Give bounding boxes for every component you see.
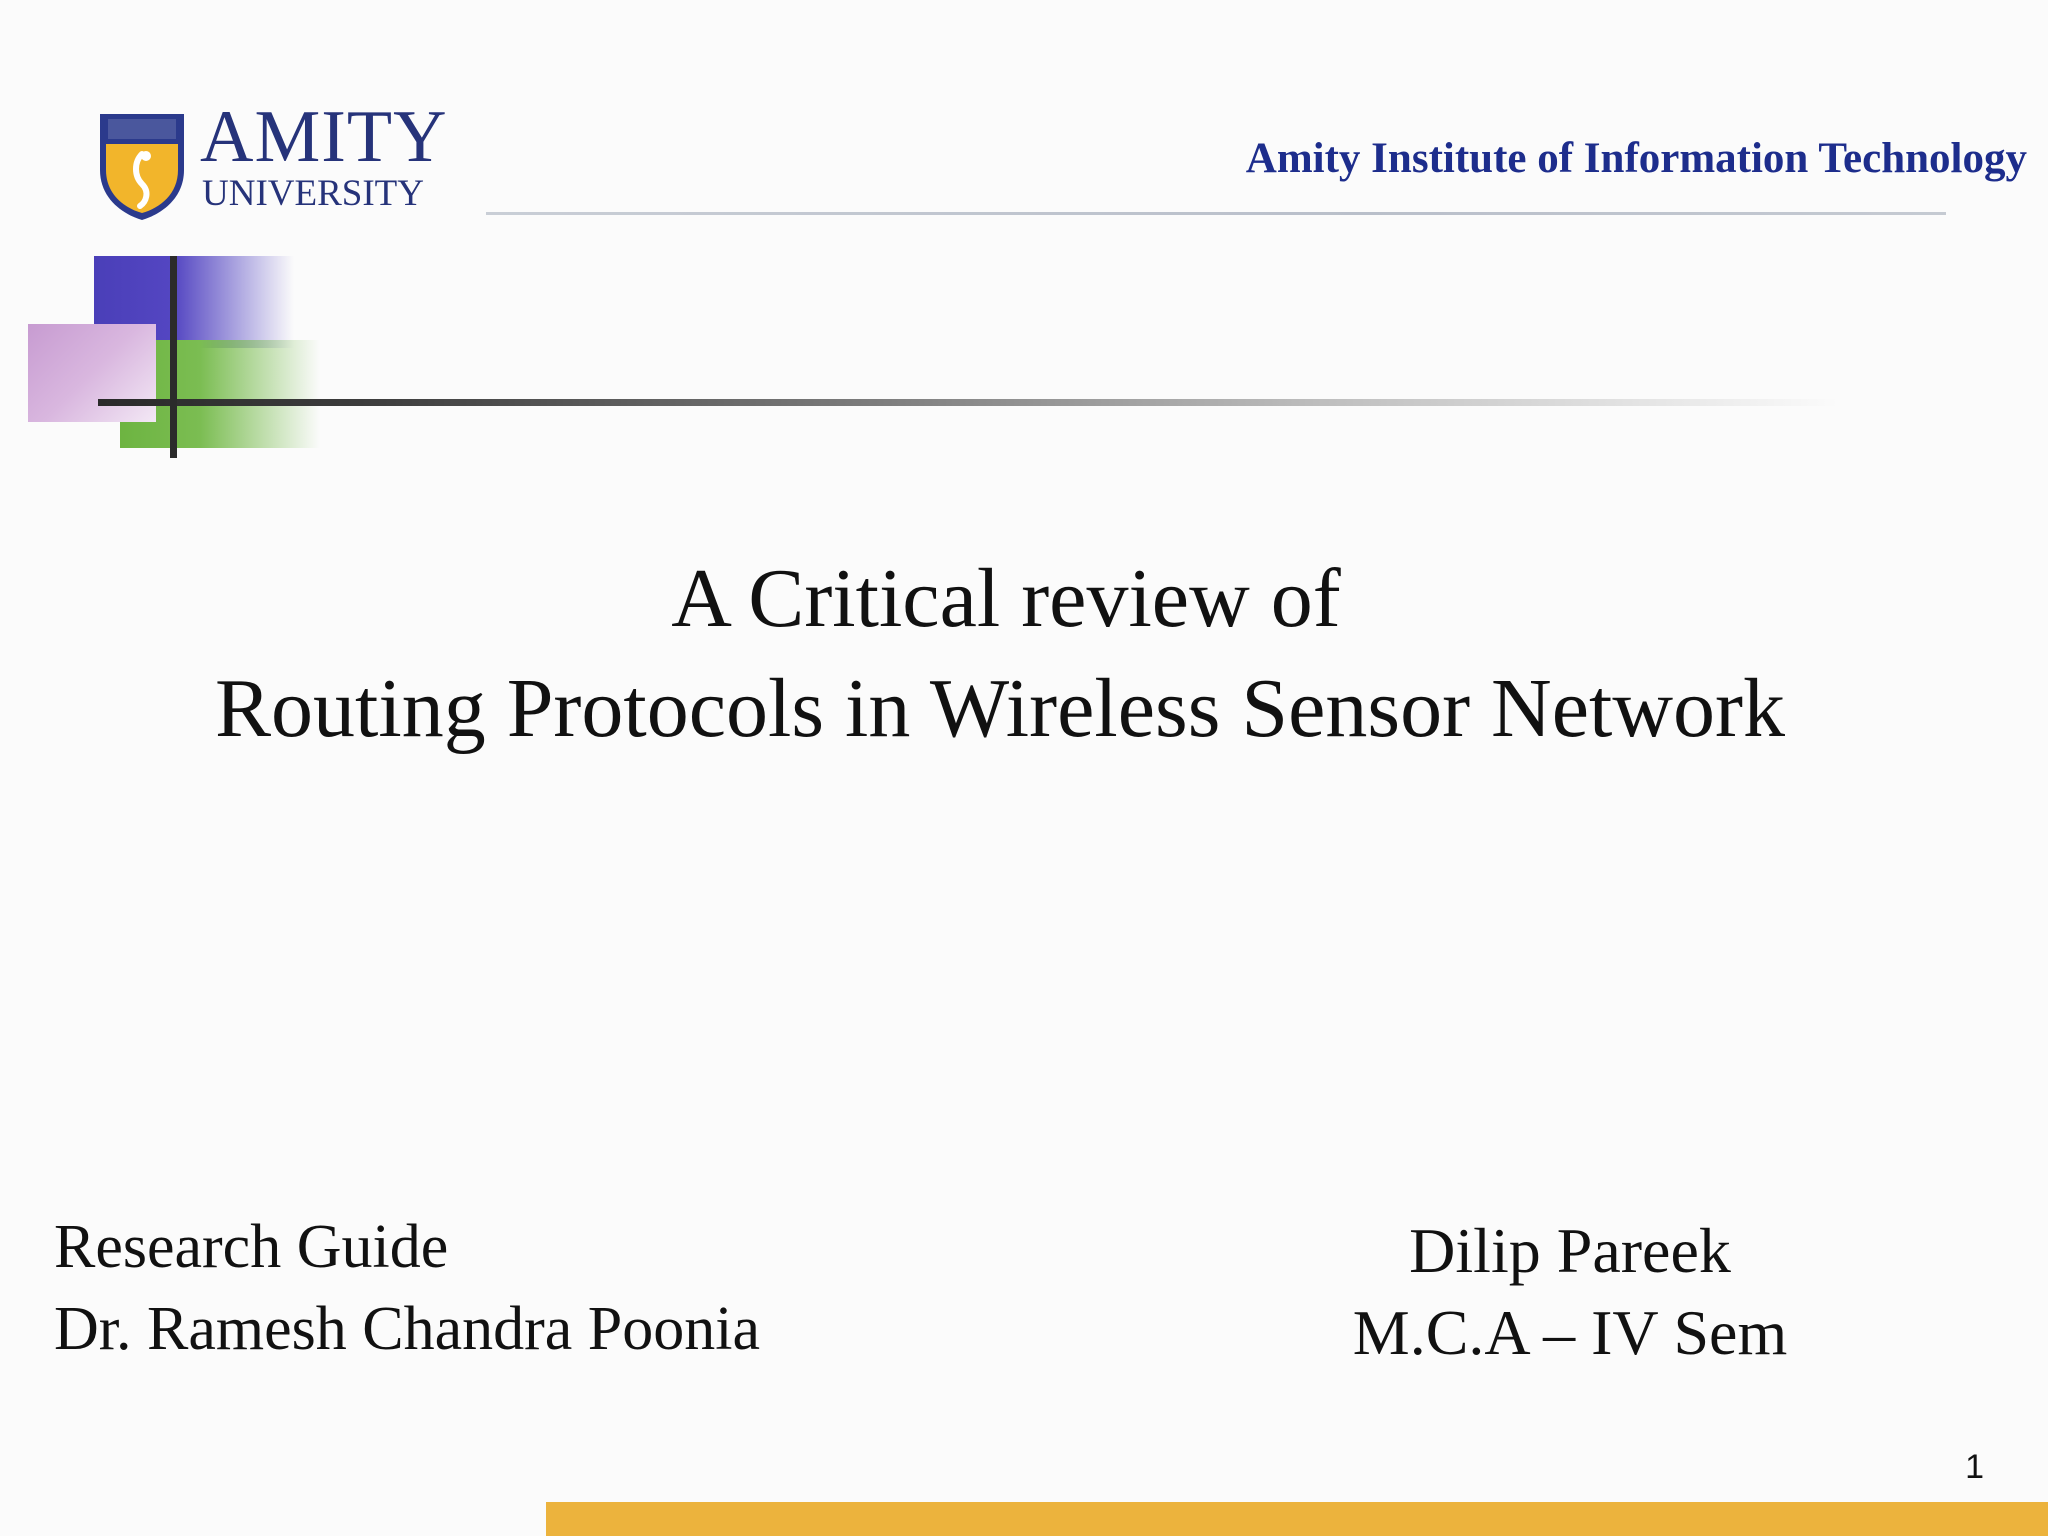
- institute-name: Amity Institute of Information Technology: [1245, 135, 2027, 182]
- decor-pink-square: [28, 324, 156, 422]
- amity-shield-icon: [96, 110, 188, 222]
- logo-subtitle: UNIVERSITY: [202, 173, 424, 214]
- title-line-2: Routing Protocols in Wireless Sensor Network: [215, 662, 1785, 755]
- header-divider: [486, 212, 1946, 215]
- author-course: M.C.A – IV Sem: [1352, 1297, 1788, 1368]
- decor-horizontal-line: [98, 399, 1838, 406]
- page-number: 1: [1965, 1448, 1984, 1486]
- author-block: [1270, 1210, 1870, 1374]
- decor-vertical-line: [170, 256, 177, 458]
- title-line-1: A Critical review of: [671, 552, 1341, 645]
- guide-name: Dr. Ramesh Chandra Poonia: [54, 1295, 761, 1363]
- amity-logo: [96, 96, 448, 224]
- footer-accent-bar: [546, 1502, 2048, 1536]
- logo-wordmark: AMITY: [200, 96, 448, 178]
- guide-label: Research Guide: [54, 1213, 449, 1281]
- research-guide-block: [54, 1206, 760, 1370]
- author-name: Dilip Pareek: [1409, 1215, 1731, 1286]
